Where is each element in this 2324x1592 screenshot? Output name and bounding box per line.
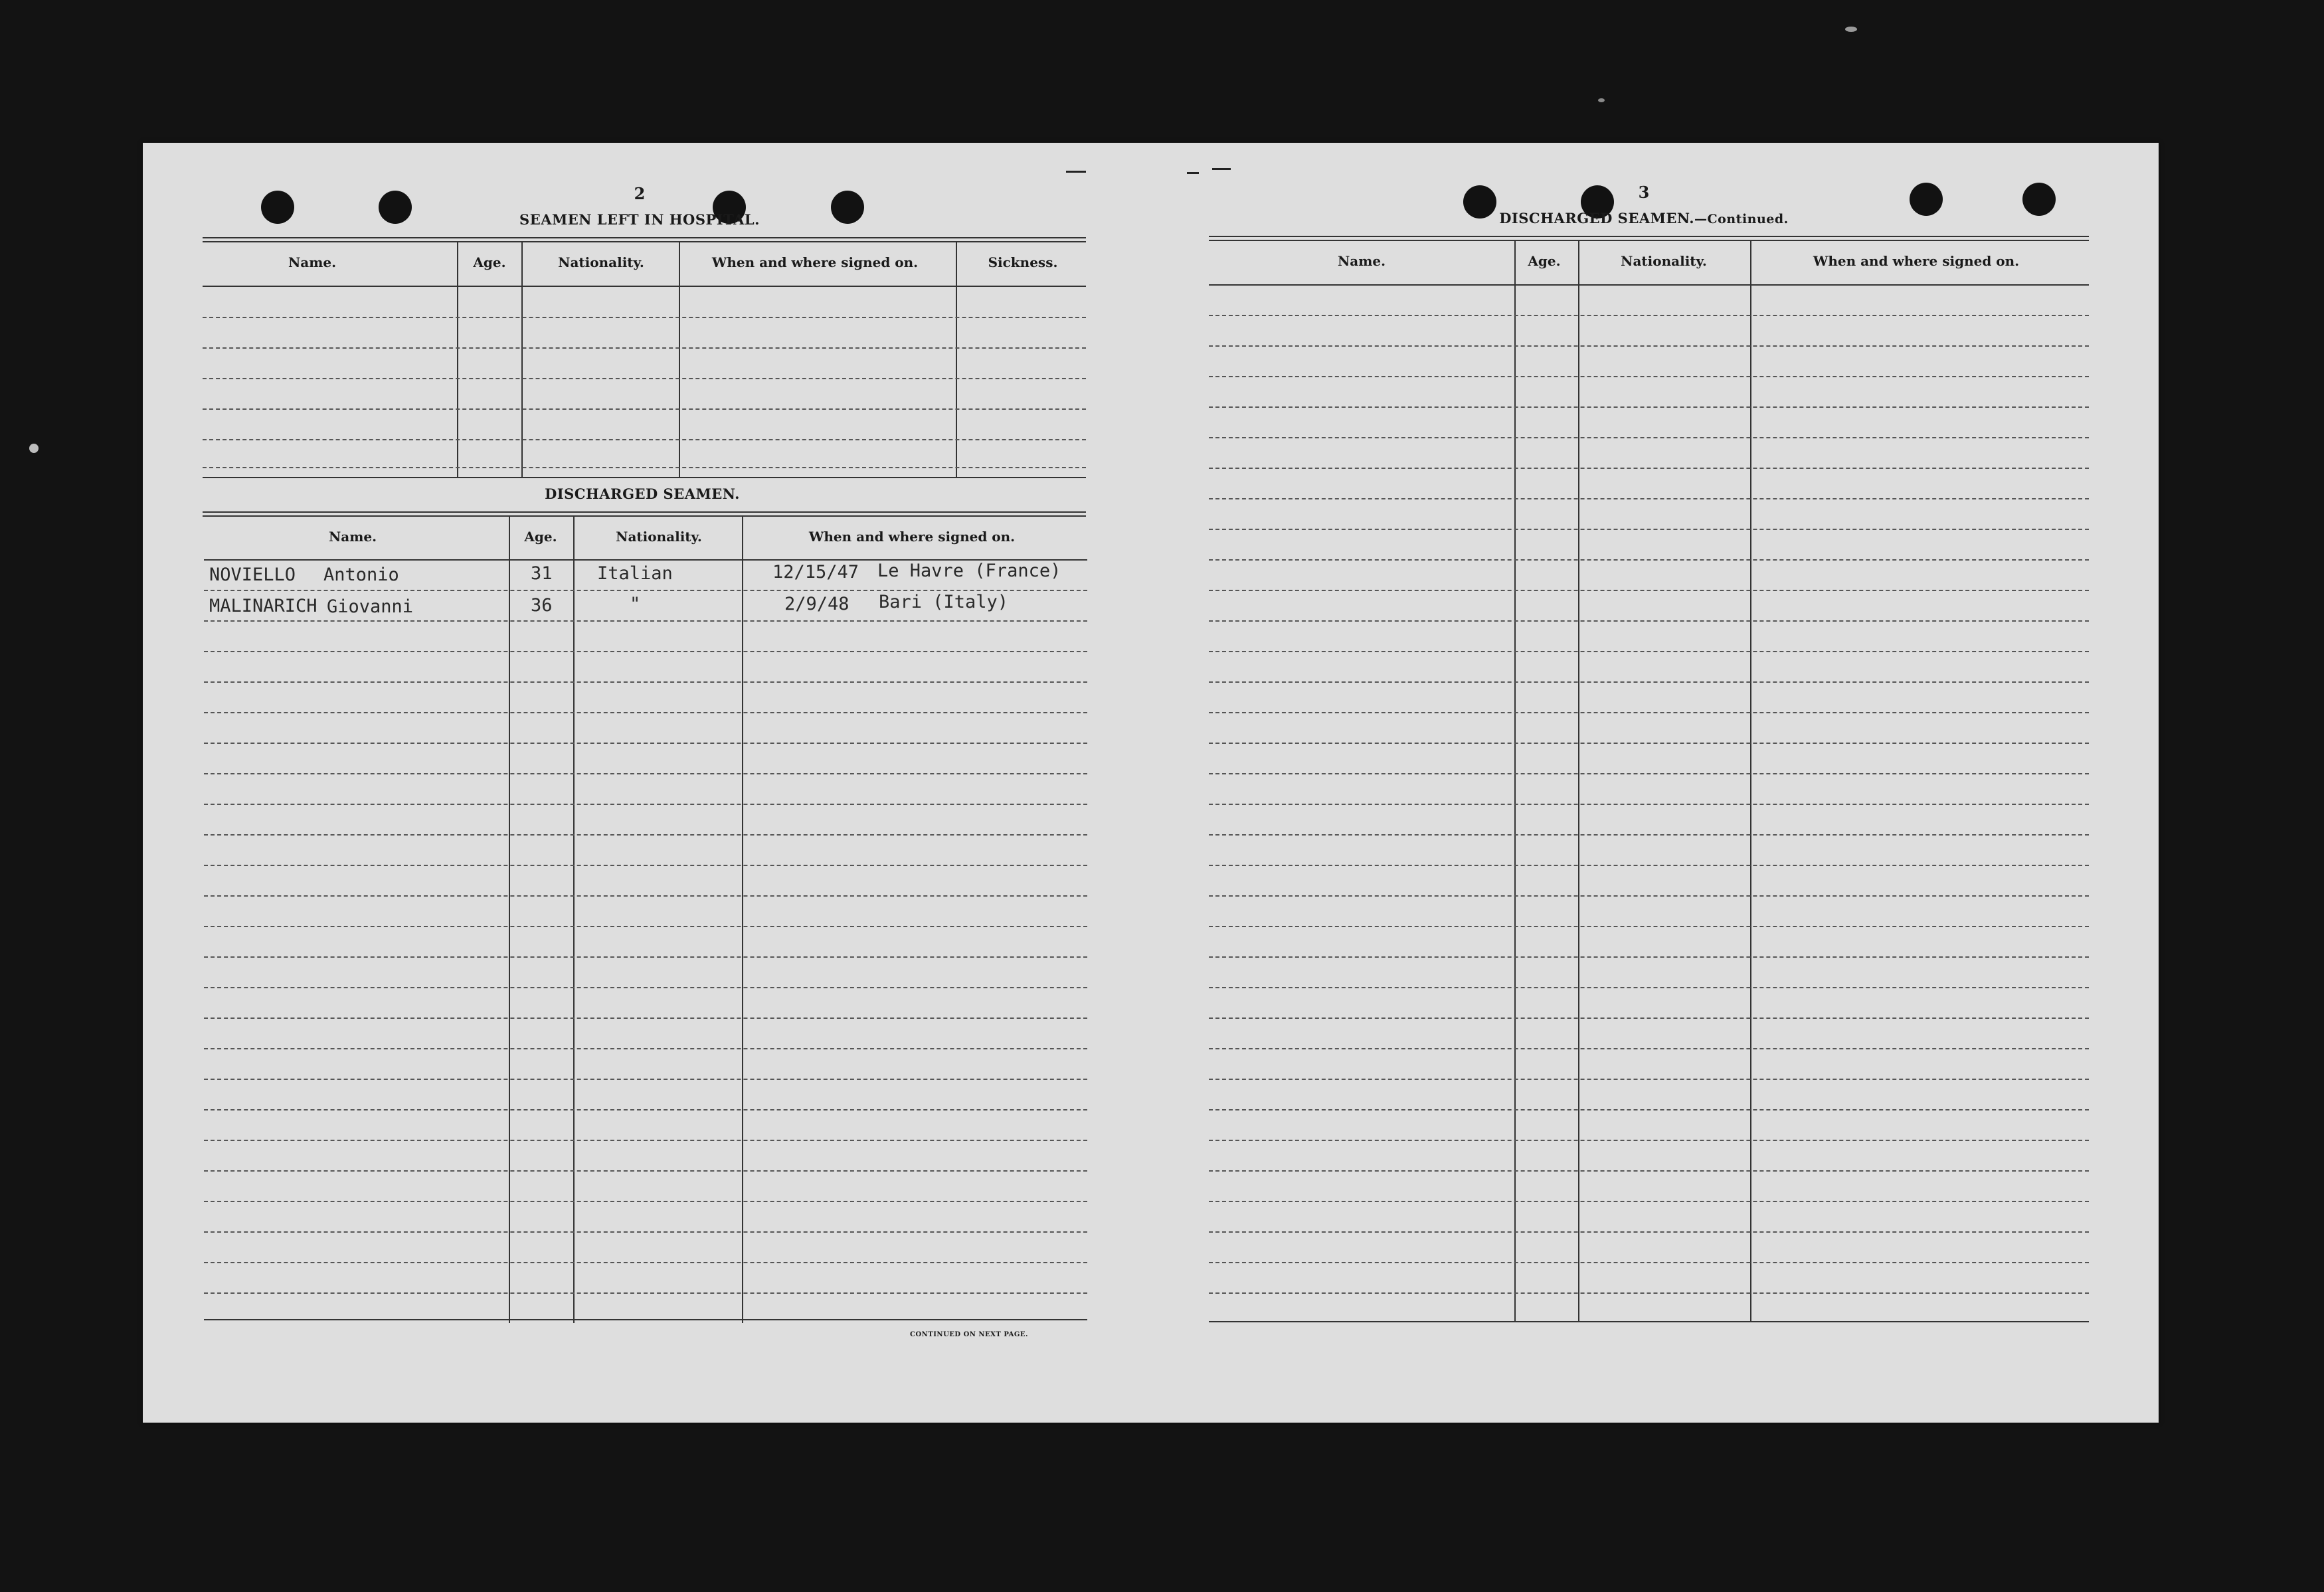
ruled-line (1209, 865, 2089, 866)
ruled-line (1209, 529, 2089, 530)
ruled-line (203, 317, 1086, 318)
col-header-age: Age. (473, 254, 506, 270)
ruled-line (1209, 1109, 2089, 1110)
col-header-nationality: Nationality. (616, 529, 702, 545)
discharged-section-title: DISCHARGED SEAMEN. (545, 486, 740, 502)
ruled-line (204, 620, 1087, 622)
column-divider (457, 241, 458, 478)
column-divider (521, 241, 523, 478)
discharged-continued-table (1209, 240, 2089, 1329)
ruled-line (1209, 498, 2089, 499)
column-divider (1514, 240, 1516, 1322)
ruled-line (204, 1231, 1087, 1233)
ruled-line (204, 804, 1087, 805)
ruled-line (204, 681, 1087, 683)
ink-smudge (1212, 168, 1231, 170)
entry-age: 31 (531, 563, 553, 584)
ruled-line (204, 590, 1087, 591)
ruled-line (204, 712, 1087, 713)
ruled-line (1209, 345, 2089, 347)
entry-place: Le Havre (France) (877, 561, 1061, 581)
ruled-line (203, 467, 1086, 468)
ruled-line (1209, 834, 2089, 836)
entry-surname: MALINARICH (209, 596, 317, 616)
entry-given-name: Giovanni (327, 596, 414, 617)
ruled-line (1209, 773, 2089, 774)
ruled-line (1209, 1231, 2089, 1233)
ruled-line (204, 956, 1087, 958)
ruled-line (204, 1079, 1087, 1080)
column-divider (679, 241, 680, 478)
ruled-line (204, 1201, 1087, 1202)
title-text: DISCHARGED SEAMEN. (1499, 210, 1695, 226)
title-suffix: —Continued. (1694, 212, 1789, 226)
ink-smudge (1187, 172, 1199, 174)
ruled-line (1209, 468, 2089, 469)
ink-smudge (1066, 171, 1086, 173)
punch-hole (2022, 183, 2056, 216)
entry-date: 12/15/47 (772, 562, 859, 582)
ruled-line (1209, 1079, 2089, 1080)
entry-date: 2/9/48 (784, 594, 849, 614)
ruled-line (1209, 895, 2089, 897)
ruled-line (1209, 956, 2089, 958)
punch-hole (1910, 183, 1943, 216)
column-divider (956, 241, 957, 478)
entry-nationality: Italian (597, 563, 673, 584)
ruled-line (204, 1017, 1087, 1019)
ruled-line (203, 347, 1086, 349)
col-header-sickness: Sickness. (988, 254, 1058, 270)
col-header-age: Age. (524, 529, 557, 545)
col-header-nationality: Nationality. (1621, 253, 1707, 269)
header-underline (203, 286, 1086, 287)
entry-nationality-ditto: " (630, 594, 641, 614)
ruled-line (204, 834, 1087, 836)
ruled-line (1209, 1170, 2089, 1172)
col-header-signed-on: When and where signed on. (808, 529, 1016, 545)
col-header-name: Name. (328, 529, 377, 545)
ruled-line (1209, 315, 2089, 316)
ruled-line (204, 1048, 1087, 1049)
ruled-line (203, 378, 1086, 379)
hospital-table (203, 241, 1086, 478)
bottom-rule (204, 1319, 1087, 1320)
ruled-line (1209, 620, 2089, 622)
ruled-line (204, 651, 1087, 652)
ruled-line (1209, 590, 2089, 591)
col-header-nationality: Nationality. (558, 254, 644, 270)
ruled-line (204, 895, 1087, 897)
ruled-line (204, 865, 1087, 866)
col-header-name: Name. (1337, 253, 1386, 269)
bottom-rule (203, 477, 1086, 478)
col-header-signed-on: When and where signed on. (1813, 253, 2020, 269)
col-header-name: Name. (288, 254, 337, 270)
discharged-table (204, 515, 1087, 1323)
entry-surname: NOVIELLO (209, 565, 296, 585)
entry-place: Bari (Italy) (879, 592, 1009, 612)
ruled-line (204, 1170, 1087, 1172)
ruled-line (1209, 743, 2089, 744)
punch-hole (261, 191, 294, 224)
ruled-line (1209, 712, 2089, 713)
ruled-line (204, 1140, 1087, 1141)
col-header-signed-on: When and where signed on. (711, 254, 919, 270)
ruled-line (204, 926, 1087, 927)
ruled-line (204, 987, 1087, 988)
ruled-line (1209, 1262, 2089, 1263)
ruled-line (1209, 926, 2089, 927)
ruled-line (1209, 1292, 2089, 1294)
ruled-line (1209, 651, 2089, 652)
ruled-line (1209, 1201, 2089, 1202)
ruled-line (1209, 804, 2089, 805)
ruled-line (204, 773, 1087, 774)
punch-hole (831, 191, 864, 224)
page-number-right: 3 (1638, 183, 1650, 202)
dust-speck (29, 444, 39, 453)
double-rule (1209, 236, 2089, 237)
ruled-line (204, 1262, 1087, 1263)
continued-note: CONTINUED ON NEXT PAGE. (910, 1331, 1029, 1338)
ruled-line (204, 743, 1087, 744)
ruled-line (203, 408, 1086, 410)
ruled-line (1209, 681, 2089, 683)
double-rule (203, 237, 1086, 238)
discharged-continued-title (1499, 210, 1789, 226)
ruled-line (1209, 559, 2089, 561)
punch-hole (1463, 185, 1496, 219)
dust-speck (1598, 98, 1605, 102)
header-underline (1209, 284, 2089, 286)
ruled-line (1209, 1140, 2089, 1141)
punch-hole (379, 191, 412, 224)
ruled-line (1209, 987, 2089, 988)
ruled-line (204, 1109, 1087, 1110)
ruled-line (1209, 406, 2089, 408)
col-header-age: Age. (1528, 253, 1561, 269)
bottom-rule (1209, 1321, 2089, 1322)
entry-given-name: Antonio (323, 565, 399, 585)
column-divider (1578, 240, 1579, 1322)
ruled-line (1209, 376, 2089, 377)
manifest-sheet (143, 143, 2159, 1423)
ruled-line (203, 439, 1086, 440)
dust-speck (1845, 27, 1857, 32)
hospital-section-title: SEAMEN LEFT IN HOSPITAL. (519, 211, 760, 228)
ruled-line (1209, 1048, 2089, 1049)
column-divider (1750, 240, 1751, 1322)
ruled-line (204, 1292, 1087, 1294)
page-number-left: 2 (634, 184, 646, 203)
entry-age: 36 (531, 595, 553, 616)
ruled-line (1209, 437, 2089, 438)
double-rule (203, 511, 1086, 513)
ruled-line (1209, 1017, 2089, 1019)
